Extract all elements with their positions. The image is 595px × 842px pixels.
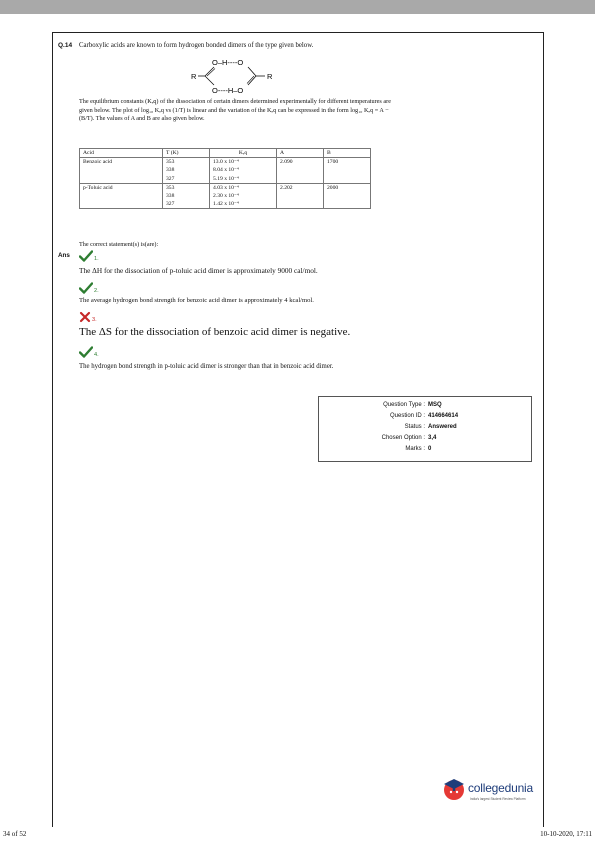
info-value: MSQ <box>428 402 442 408</box>
structure-bottom-label: O----H–O <box>212 86 244 95</box>
checkmark-icon <box>79 250 93 262</box>
table-cell <box>324 175 371 184</box>
option-number: 3. <box>92 317 97 323</box>
equilibrium-data-table <box>79 148 371 209</box>
answer-label: Ans <box>58 252 70 259</box>
table-cell <box>277 192 324 200</box>
table-cell: 8.04 x 10⁻⁴ <box>210 166 277 174</box>
page-counter: 34 of 52 <box>3 830 27 838</box>
table-row <box>80 175 371 184</box>
table-cell: Benzoic acid <box>80 158 163 167</box>
brand-name: collegedunia <box>468 781 533 795</box>
info-label: Status : <box>404 424 425 430</box>
question-paragraph: The equilibrium constants (Kₑq) of the dissociation of certain dimers determined experimentally for different temperatures are given below. The plot of log₁₀ Kₑq vs (1/T) is linear and the variation of the Kₑq can be expressed in the form log₁₀ Kₑq = A − (B/T). The values of A and B are also given below. <box>79 98 391 123</box>
question-info-box <box>318 396 532 462</box>
structure-left-r: R <box>191 72 197 81</box>
info-value: 0 <box>428 446 432 452</box>
table-cell <box>324 200 371 209</box>
info-value: 414664614 <box>428 413 459 419</box>
option-number: 4. <box>94 352 99 358</box>
structure-right-r: R <box>267 72 273 81</box>
table-header-cell: T (K) <box>163 149 210 158</box>
table-cell: 4.03 x 10⁻⁴ <box>210 183 277 192</box>
table-row <box>80 200 371 209</box>
table-cell: 338 <box>163 166 210 174</box>
option-4-status <box>79 346 99 358</box>
table-cell <box>80 175 163 184</box>
table-cell <box>277 166 324 174</box>
table-cell <box>80 192 163 200</box>
table-header-cell: Acid <box>80 149 163 158</box>
table-row <box>80 166 371 174</box>
option-3-text: The ΔS for the dissociation of benzoic acid dimer is negative. <box>79 326 351 338</box>
table-cell <box>277 200 324 209</box>
table-cell: 327 <box>163 175 210 184</box>
option-2-text: The average hydrogen bond strength for benzoic acid dimer is approximately 4 kcal/mol. <box>79 297 314 304</box>
print-datetime: 10-10-2020, 17:11 <box>540 830 592 838</box>
table-cell: 2.202 <box>277 183 324 192</box>
brand-tagline: India's largest Student Review Platform <box>470 797 526 801</box>
info-label: Marks : <box>405 446 425 452</box>
table-cell: 5.19 x 10⁻⁴ <box>210 175 277 184</box>
table-cell <box>80 166 163 174</box>
table-cell: 327 <box>163 200 210 209</box>
checkmark-icon <box>79 282 93 294</box>
structure-top-label: O–H----O <box>212 58 244 67</box>
table-cell <box>324 192 371 200</box>
top-bar <box>0 0 595 14</box>
table-cell: 353 <box>163 183 210 192</box>
option-1-status <box>79 250 99 262</box>
table-header-cell: A <box>277 149 324 158</box>
question-number: Q.14 <box>58 42 73 49</box>
table-header-cell: Kₑq <box>210 149 277 158</box>
table-cell: 353 <box>163 158 210 167</box>
table-cell <box>324 166 371 174</box>
table-row <box>80 158 371 167</box>
option-3-status <box>79 311 97 323</box>
question-text: Carboxylic acids are known to form hydrogen bonded dimers of the type given below. <box>79 42 314 49</box>
table-cell: 338 <box>163 192 210 200</box>
table-cell <box>277 175 324 184</box>
table-row <box>80 192 371 200</box>
table-cell: 2000 <box>324 183 371 192</box>
checkmark-icon <box>79 346 93 358</box>
table-cell: 2.090 <box>277 158 324 167</box>
option-2-status <box>79 282 99 294</box>
option-4-text: The hydrogen bond strength in p-toluic acid dimer is stronger than that in benzoic acid dimer. <box>79 363 334 370</box>
info-label: Chosen Option : <box>381 435 425 441</box>
info-value: Answered <box>428 424 457 430</box>
option-number: 1. <box>94 256 99 262</box>
option-1-text: The ΔH for the dissociation of p-toluic acid dimer is approximately 9000 cal/mol. <box>79 266 318 275</box>
table-cell: 13.0 x 10⁻⁴ <box>210 158 277 167</box>
table-cell: 2.30 x 10⁻⁴ <box>210 192 277 200</box>
info-label: Question ID : <box>389 413 425 419</box>
table-header-cell: B <box>324 149 371 158</box>
table-cell <box>80 200 163 209</box>
table-cell: 1.42 x 10⁻⁴ <box>210 200 277 209</box>
dimer-structure-diagram <box>190 56 290 96</box>
option-number: 2. <box>94 288 99 294</box>
table-cell: 1700 <box>324 158 371 167</box>
table-cell: p-Toluic acid <box>80 183 163 192</box>
frame-top-border <box>52 32 544 33</box>
table-header-row <box>80 149 371 158</box>
info-label: Question Type : <box>383 402 425 408</box>
info-value: 3,4 <box>428 435 437 441</box>
cross-icon <box>79 311 91 323</box>
question-prompt: The correct statement(s) is(are): <box>79 241 159 248</box>
table-row <box>80 183 371 192</box>
